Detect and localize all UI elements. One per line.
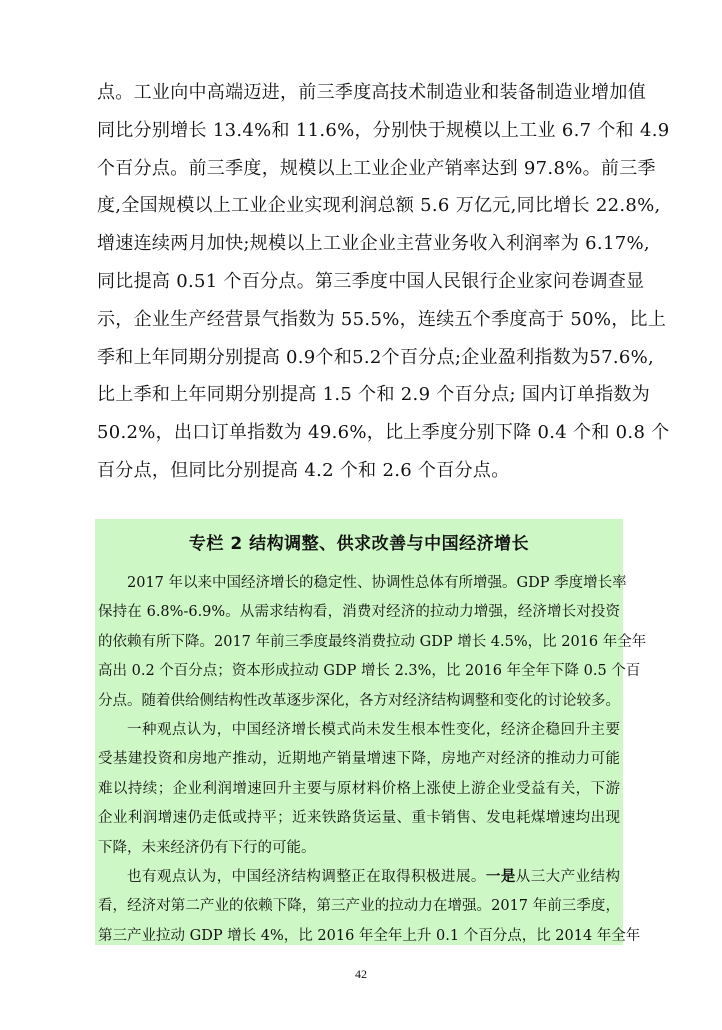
box-text-line: 难以持续；企业利润增速回升主要与原材料价格上涨使上游企业受益有关，下游: [98, 780, 620, 797]
box-text-line: 看，经济对第二产业的依赖下降，第三产业的拉动力在增强。2017 年前三季度，: [98, 898, 620, 915]
box-text-line: 企业利润增速仍走低或持平；近来铁路货运量、重卡销售、发电耗煤增速均出现: [98, 810, 620, 827]
text-line: 度,全国规模以上工业企业实现利润总额 5.6 万亿元,同比增长 22.8%,: [97, 195, 661, 217]
box-title: 专栏 2 结构调整、供求改善与中国经济增长: [188, 534, 530, 554]
text-line: 增速连续两月加快;规模以上工业企业主营业务收入利润率为 6.17%,: [97, 233, 650, 255]
box-text-line: 受基建投资和房地产推动，近期地产销量增速下降，房地产对经济的推动力可能: [98, 751, 620, 768]
main-paragraph: [97, 74, 670, 490]
text-line: 季和上年同期分别提高 0.9个和5.2个百分点;企业盈利指数为57.6%,: [97, 346, 655, 368]
text-line: 同比提高 0.51 个百分点。第三季度中国人民银行企业家问卷调查显: [97, 270, 645, 292]
text-line: 50.2%，出口订单指数为 49.6%，比上季度分别下降 0.4 个和 0.8 个: [97, 422, 670, 444]
box-text-line: [98, 863, 620, 892]
box-text-line: 一种观点认为，中国经济增长模式尚未发生根本性变化，经济企稳回升主要: [127, 722, 620, 739]
text-line: 比上季和上年同期分别提高 1.5 个和 2.9 个百分点; 国内订单指数为: [97, 384, 651, 406]
page-number: 42: [355, 967, 367, 981]
text-line: 点。工业向中高端迈进，前三季度高技术制造业和装备制造业增加值: [97, 82, 646, 103]
box-text-line: 下降，未来经济仍有下行的可能。: [98, 839, 316, 856]
text-line: 同比分别增长 13.4%和 11.6%，分别快于规模以上工业 6.7 个和 4.9: [97, 119, 670, 141]
box-text-line: 的依赖有所下降。2017 年前三季度最终消费拉动 GDP 增长 4.5%，比 2016 年全年: [98, 633, 647, 650]
box-text-bold-segment: 一是: [485, 869, 516, 886]
box-text-line: 分点。随着供给侧结构性改革逐步深化，各方对经济结构调整和变化的讨论较多。: [98, 692, 620, 709]
box-text-segment: 从三大产业结构: [515, 869, 620, 886]
text-line: 百分点，但同比分别提高 4.2 个和 2.6 个百分点。: [97, 459, 510, 481]
column-box: [95, 519, 647, 945]
text-line: 示，企业生产经营景气指数为 55.5%，连续五个季度高于 50%，比上: [97, 308, 667, 330]
box-text-line: 保持在 6.8%-6.9%。从需求结构看，消费对经济的拉动力增强，经济增长对投资: [98, 604, 620, 621]
box-text-segment: 也有观点认为，中国经济结构调整正在取得积极进展。: [127, 869, 486, 886]
box-text-line: 第三产业拉动 GDP 增长 4%，比 2016 年全年上升 0.1 个百分点，比 2014 年全年: [98, 927, 641, 944]
box-body: [98, 569, 647, 951]
box-text-line: 高出 0.2 个百分点；资本形成拉动 GDP 增长 2.3%，比 2016 年全年下降 0.5 个百: [98, 663, 641, 680]
text-line: 个百分点。前三季度，规模以上工业企业产销率达到 97.8%。前三季: [97, 157, 656, 179]
box-text-line: 2017 年以来中国经济增长的稳定性、协调性总体有所增强。GDP 季度增长率: [127, 575, 627, 591]
